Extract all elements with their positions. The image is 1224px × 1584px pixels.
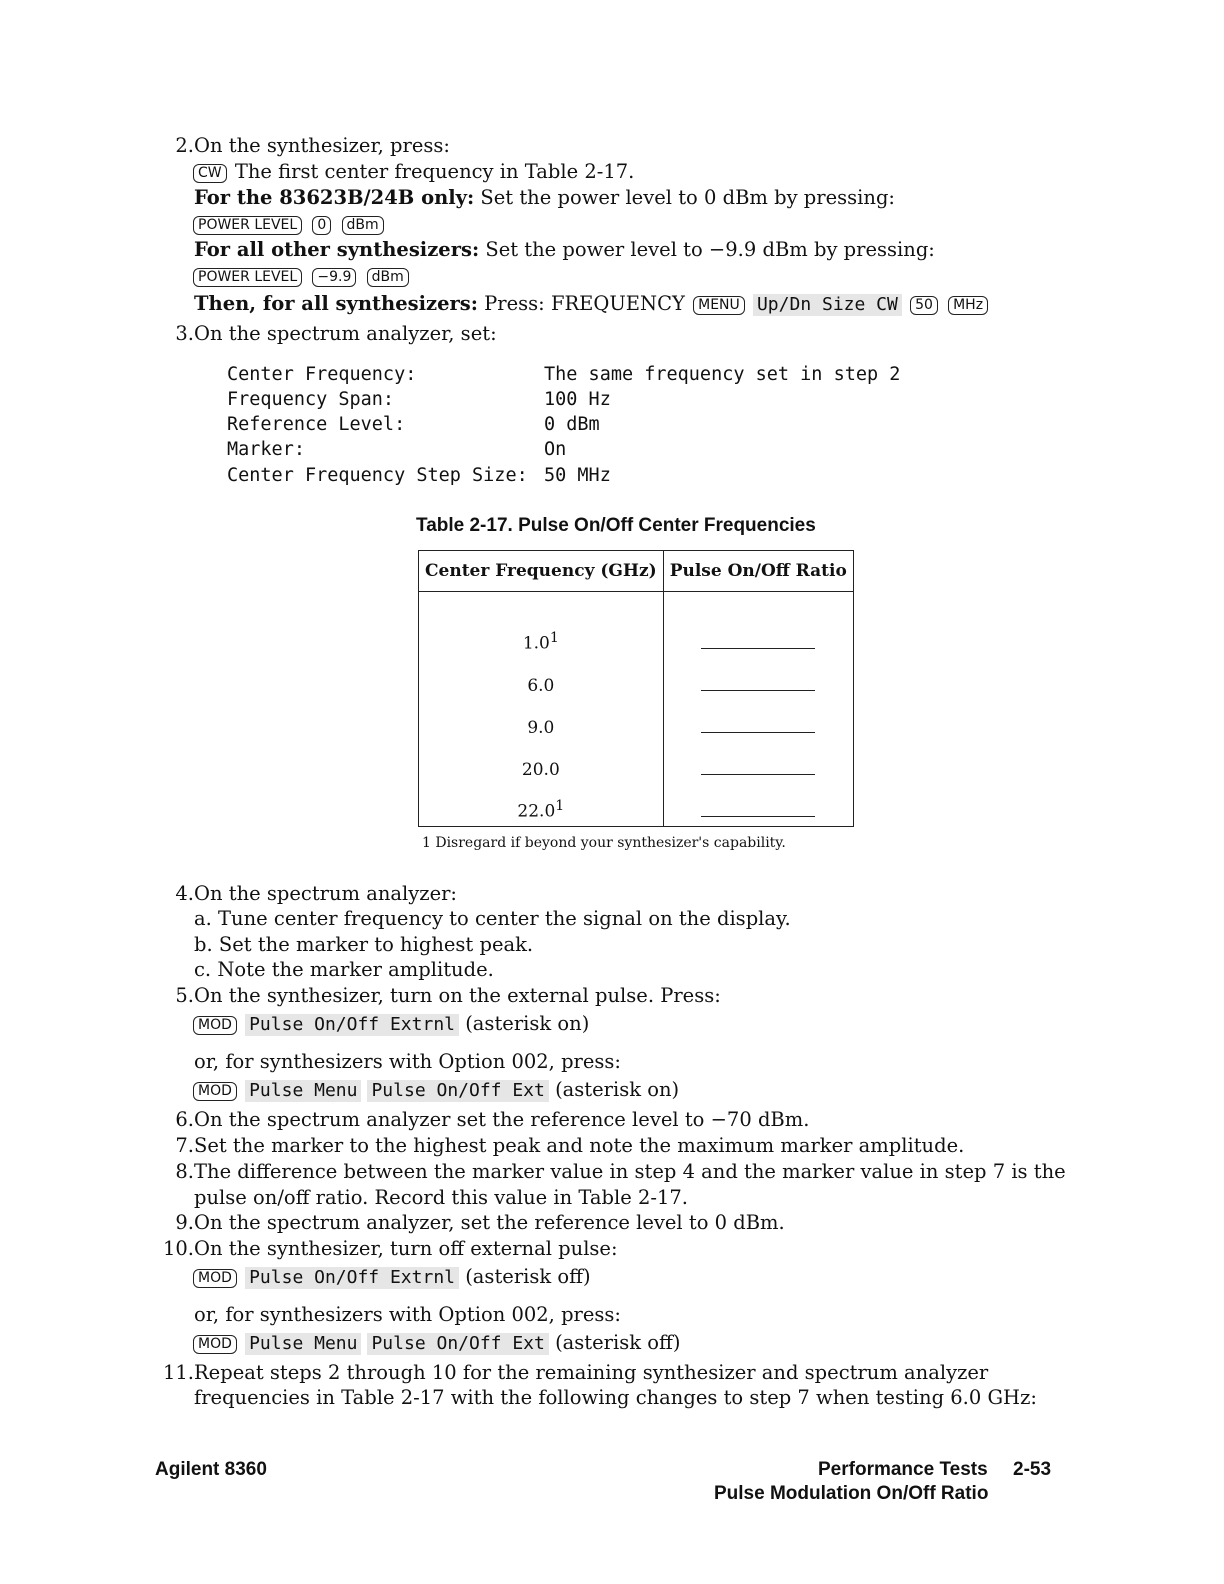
step-number: 4. [175,882,194,905]
column-header: Pulse On/Off Ratio [663,551,853,592]
step-text: On the synthesizer, turn on the external pulse. Press: [194,984,721,1007]
step-text: Set the marker to the highest peak and note the maximum marker amplitude. [194,1134,965,1157]
other-keys [193,264,411,288]
step-text: Repeat steps 2 through 10 for the remaining synthesizer and spectrum analyzer [194,1361,989,1384]
step-number: 5. [175,984,194,1007]
setting-label: Reference Level: [227,414,406,435]
step-text: On the synthesizer, turn off external pulse: [194,1237,618,1260]
step-8-cont: pulse on/off ratio. Record this value in Table 2-17. [194,1186,688,1209]
ratio-blank[interactable] [701,731,815,733]
other-text: Set the power level to −9.9 dBm by pressing: [485,238,935,261]
cw-line [193,160,634,184]
mod-line [193,1078,679,1102]
then-press: Press: [484,292,545,315]
mod-line [193,1265,591,1289]
step-11-cont: frequencies in Table 2-17 with the following changes to step 7 when testing 6.0 GHz: [194,1386,1037,1409]
other-line [194,238,935,262]
frequency-cell: 20.0 [521,760,560,780]
step-text: On the spectrum analyzer: [194,882,458,905]
step-text: On the spectrum analyzer, set the reference level to 0 dBm. [194,1211,785,1234]
setting-label: Center Frequency Step Size: [227,465,528,486]
mod-key[interactable]: MOD [193,1082,237,1101]
power-level-key[interactable]: POWER LEVEL [193,216,302,235]
substep [194,958,494,982]
footer-section: Performance Tests [818,1459,988,1480]
up-dn-size-cw-softkey[interactable]: Up/Dn Size CW [753,294,902,316]
step-number: 6. [175,1108,194,1131]
b24-label: For the 83623B/24B only: [194,186,475,209]
menu-key[interactable]: MENU [693,296,745,315]
other-label: For all other synthesizers: [194,238,480,261]
ratio-blank[interactable] [701,773,815,775]
table-caption: Table 2-17. Pulse On/Off Center Frequencies [416,515,816,536]
then-label: Then, for all synthesizers: [194,292,478,315]
step-text: On the synthesizer, press: [194,134,450,157]
frequency-cell: 22.0 [517,802,556,822]
mod-key[interactable]: MOD [193,1016,237,1035]
fifty-key[interactable]: 50 [910,296,938,315]
setting-label: Marker: [227,439,305,460]
step-number: 2. [175,134,194,157]
pulse-menu-softkey[interactable]: Pulse Menu [245,1080,361,1102]
step-number: 7. [175,1134,194,1157]
mod-key[interactable]: MOD [193,1335,237,1354]
footer-page-number: 2-53 [1013,1459,1052,1480]
pulse-on-off-extrnl-softkey[interactable]: Pulse On/Off Extrnl [245,1267,459,1289]
cw-text: The first center frequency in Table 2-17. [234,160,635,183]
setting-value: 100 Hz [544,389,611,410]
minus-9-9-key[interactable]: −9.9 [312,268,356,287]
step-number: 8. [175,1160,194,1183]
substep-text: Note the marker amplitude. [217,958,494,981]
substep-letter: a. [194,907,212,930]
table-row [419,658,854,700]
asterisk-note: (asterisk off) [465,1265,591,1288]
table-row [419,784,854,827]
pulse-menu-softkey[interactable]: Pulse Menu [245,1333,361,1355]
frequency-cell: 1.0 [522,634,550,654]
option-002-line: or, for synthesizers with Option 002, press: [194,1303,622,1326]
ratio-blank[interactable] [701,647,815,649]
b24-text: Set the power level to 0 dBm by pressing: [480,186,896,209]
step-text: The difference between the marker value in step 4 and the marker value in step 7 is the [194,1160,1066,1183]
mod-line [193,1012,589,1036]
b24-keys [193,212,386,236]
substep-text: Tune center frequency to center the signal on the display. [218,907,791,930]
mhz-key[interactable]: MHz [948,296,988,315]
then-line [194,292,990,316]
footer-subsection: Pulse Modulation On/Off Ratio [714,1483,989,1504]
step-number: 9. [175,1211,194,1234]
table-row [419,742,854,784]
frequency-cell: 6.0 [527,676,555,696]
substep-text: Set the marker to highest peak. [218,933,534,956]
step-number: 10. [162,1237,194,1260]
column-header: Center Frequency (GHz) [419,551,664,592]
dbm-key[interactable]: dBm [367,268,409,287]
mod-key[interactable]: MOD [193,1269,237,1288]
footnote-mark: 1 [549,630,559,647]
table-row [419,700,854,742]
asterisk-note: (asterisk off) [555,1331,681,1354]
asterisk-note: (asterisk on) [465,1012,590,1035]
cw-key[interactable]: CW [193,164,227,183]
pulse-on-off-ext-softkey[interactable]: Pulse On/Off Ext [367,1333,548,1355]
substep-letter: b. [194,933,213,956]
dbm-key[interactable]: dBm [342,216,384,235]
setting-value: On [544,439,567,460]
b24-line [194,186,895,210]
pulse-on-off-ext-softkey[interactable]: Pulse On/Off Ext [367,1080,548,1102]
substep-letter: c. [194,958,212,981]
substep [194,907,791,931]
setting-value: The same frequency set in step 2 [544,364,901,385]
setting-label: Frequency Span: [227,389,395,410]
footnote-mark: 1 [555,798,565,815]
pulse-on-off-extrnl-softkey[interactable]: Pulse On/Off Extrnl [245,1014,459,1036]
setting-value: 50 MHz [544,465,611,486]
setting-value: 0 dBm [544,414,600,435]
power-level-key[interactable]: POWER LEVEL [193,268,302,287]
footer-product: Agilent 8360 [155,1459,267,1480]
pulse-frequency-table [418,550,854,827]
table-row [419,616,854,658]
table-footnote: 1 Disregard if beyond your synthesizer's capability. [422,835,786,851]
ratio-blank[interactable] [701,815,815,817]
step-number: 3. [175,322,194,345]
setting-label: Center Frequency: [227,364,417,385]
zero-key[interactable]: 0 [312,216,331,235]
option-002-line: or, for synthesizers with Option 002, press: [194,1050,622,1073]
frequency-cell: 9.0 [527,718,555,738]
step-text: On the spectrum analyzer set the reference level to −70 dBm. [194,1108,810,1131]
mod-line [193,1331,680,1355]
asterisk-note: (asterisk on) [555,1078,680,1101]
step-text: On the spectrum analyzer, set: [194,322,497,345]
substep [194,933,533,957]
ratio-blank[interactable] [701,689,815,691]
frequency-key-label: FREQUENCY [550,292,685,315]
step-number: 11. [162,1361,194,1384]
